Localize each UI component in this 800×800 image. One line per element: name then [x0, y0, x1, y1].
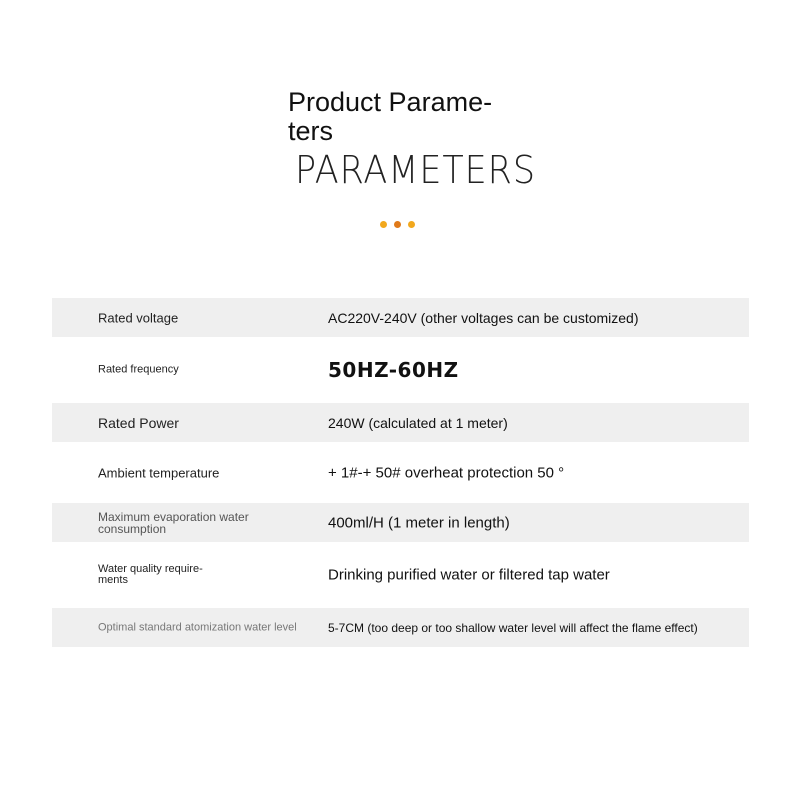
table-row [52, 403, 749, 442]
param-label-max-evaporation: Maximum evaporation water consumption [98, 509, 249, 536]
table-row [52, 542, 749, 608]
param-label-rated-power: Rated Power [98, 414, 179, 431]
table-row [52, 442, 749, 503]
page-title-line-2: ters [288, 116, 334, 146]
param-label-water-quality-line-1: Water quality require- [98, 563, 203, 575]
param-label-water-quality-line-2: ments [98, 574, 128, 586]
page-title-line-1: Product Parame- [288, 87, 493, 117]
dot-icon [394, 221, 401, 228]
param-label-water-quality [98, 564, 298, 586]
decorative-dots [380, 221, 415, 228]
param-label-atomization-level: Optimal standard atomization water level [98, 621, 297, 633]
param-value-ambient-temperature: + 1#-+ 50# overheat protection 50 ° [328, 464, 565, 481]
param-value-rated-frequency: 50HZ-60HZ [328, 358, 459, 382]
param-label-rated-voltage: Rated voltage [98, 310, 179, 325]
param-value-atomization-level: 5-7CM (too deep or too shallow water level will affect the flame effect) [328, 620, 698, 635]
param-value-max-evaporation: 400ml/H (1 meter in length) [328, 514, 510, 531]
parameters-table [52, 298, 749, 647]
dot-icon [408, 221, 415, 228]
table-row [52, 337, 749, 403]
param-label-ambient-temperature: Ambient temperature [98, 465, 220, 480]
param-value-rated-voltage: AC220V-240V (other voltages can be customized) [328, 309, 639, 326]
param-value-water-quality: Drinking purified water or filtered tap water [328, 566, 610, 584]
param-value-rated-power: 240W (calculated at 1 meter) [328, 414, 508, 431]
param-label-rated-frequency: Rated frequency [98, 363, 179, 376]
title-block [288, 88, 528, 146]
page-subtitle: PARAMETERS [295, 148, 536, 192]
table-row [52, 608, 749, 647]
table-row [52, 503, 749, 542]
table-row [52, 298, 749, 337]
dot-icon [380, 221, 387, 228]
